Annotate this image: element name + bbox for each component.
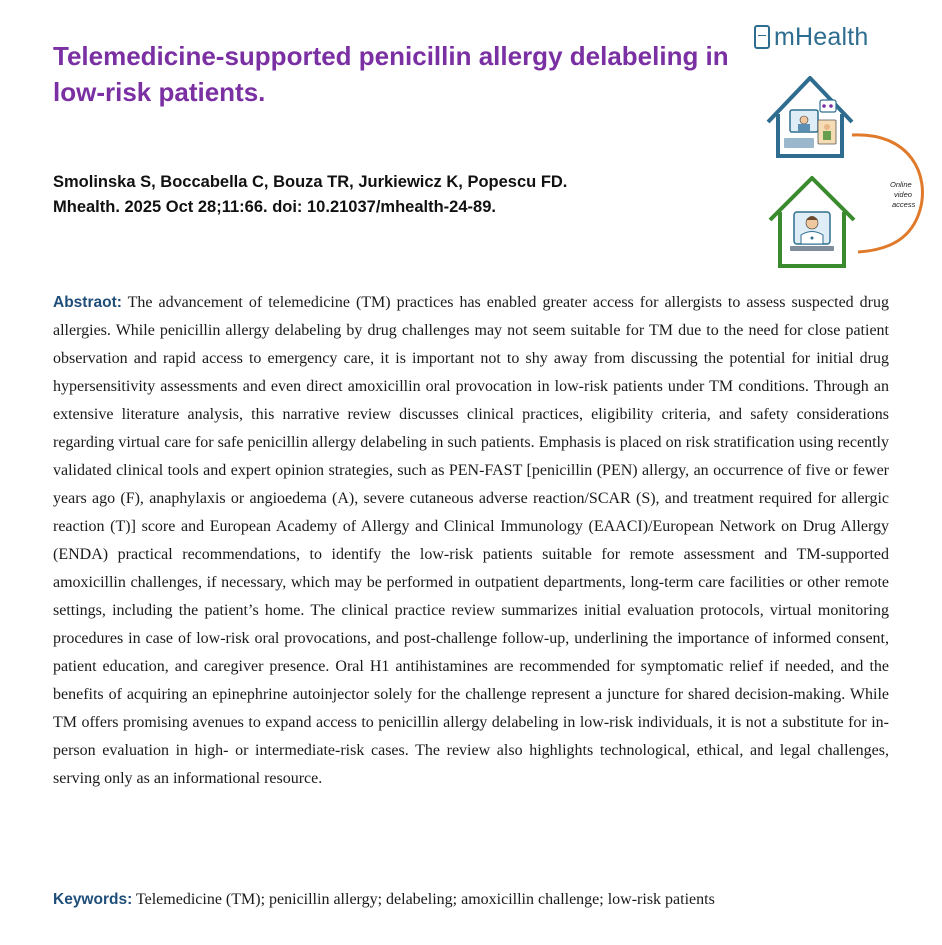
illustration-caption-line-2: video xyxy=(894,190,912,199)
illustration-caption-line-1: Online xyxy=(890,180,912,189)
keywords-label: Keywords: xyxy=(53,891,133,908)
mobile-phone-icon xyxy=(754,25,770,49)
keywords-text: Telemedicine (TM); penicillin allergy; delabeling; amoxicillin challenge; low-risk patients xyxy=(135,891,715,908)
journal-brand xyxy=(754,22,869,52)
author-list: Smolinska S, Boccabella C, Bouza TR, Jurkiewicz K, Popescu FD. xyxy=(53,173,568,191)
patient-home-icon xyxy=(768,78,852,156)
keywords-line xyxy=(53,887,889,913)
illustration-caption-line-3: access xyxy=(892,200,916,209)
journal-citation: Mhealth. 2025 Oct 28;11:66. doi: 10.21037/mhealth-24-89. xyxy=(53,198,496,216)
paper-title: Telemedicine-supported penicillin allergy delabeling in low-risk patients. xyxy=(53,41,729,107)
abstract-text: The advancement of telemedicine (TM) practices has enabled greater access for allergists to assess suspected drug allergies. While penicillin allergy delabeling by drug challenges may not seem suitable for TM due to the need for close patient observation and rapid access to emergency care, it is important not to shy away from discussing the potential for initial drug hypersensitivity assessments and even direct amoxicillin oral provocation in low-risk patients under TM conditions. Through an extensive literature analysis, this narrative review discusses clinical practices, eligibility criteria, and safety considerations regarding virtual care for safe penicillin allergy delabeling in such patients. Emphasis is placed on risk stratification using recently validated clinical tools and expert opinion strategies, such as PEN-FAST [penicillin (PEN) allergy, an occurrence of five or fewer years ago (F), anaphylaxis or angioedema (A), severe cutaneous adverse reaction/SCAR (S), and treatment required for allergic reaction (T)] score and European Academy of Allergy and Clinical Immunology (EAACI)/European Network on Drug Allergy (ENDA) practical recommendations, to identify the low-risk patients suitable for remote assessment and TM-supported amoxicillin challenges, if necessary, which may be performed in outpatient departments, long-term care facilities or other remote settings, including the patient’s home. The clinical practice review summarizes initial evaluation protocols, virtual monitoring procedures in case of low-risk oral provocations, and post-challenge follow-up, underlining the importance of informed consent, patient education, and caregiver presence. Oral H1 antihistamines are recommended for symptomatic relief if needed, and the benefits of acquiring an epinephrine autoinjector solely for the challenge represent a juncture for shared decision-making. While TM offers promising avenues to expand access to penicillin allergy delabeling in low-risk individuals, it is not a substitute for in-person evaluation in high- or intermediate-risk cases. The review also highlights technological, ethical, and legal challenges, serving only as an informational resource. xyxy=(53,294,890,787)
abstract-paragraph xyxy=(53,289,889,793)
telemedicine-illustration xyxy=(760,60,935,280)
citation-block xyxy=(53,170,743,220)
clinician-office-icon xyxy=(770,178,854,266)
journal-brand-name: mHealth xyxy=(774,22,869,51)
abstract-label: Abstraot: xyxy=(53,294,122,311)
